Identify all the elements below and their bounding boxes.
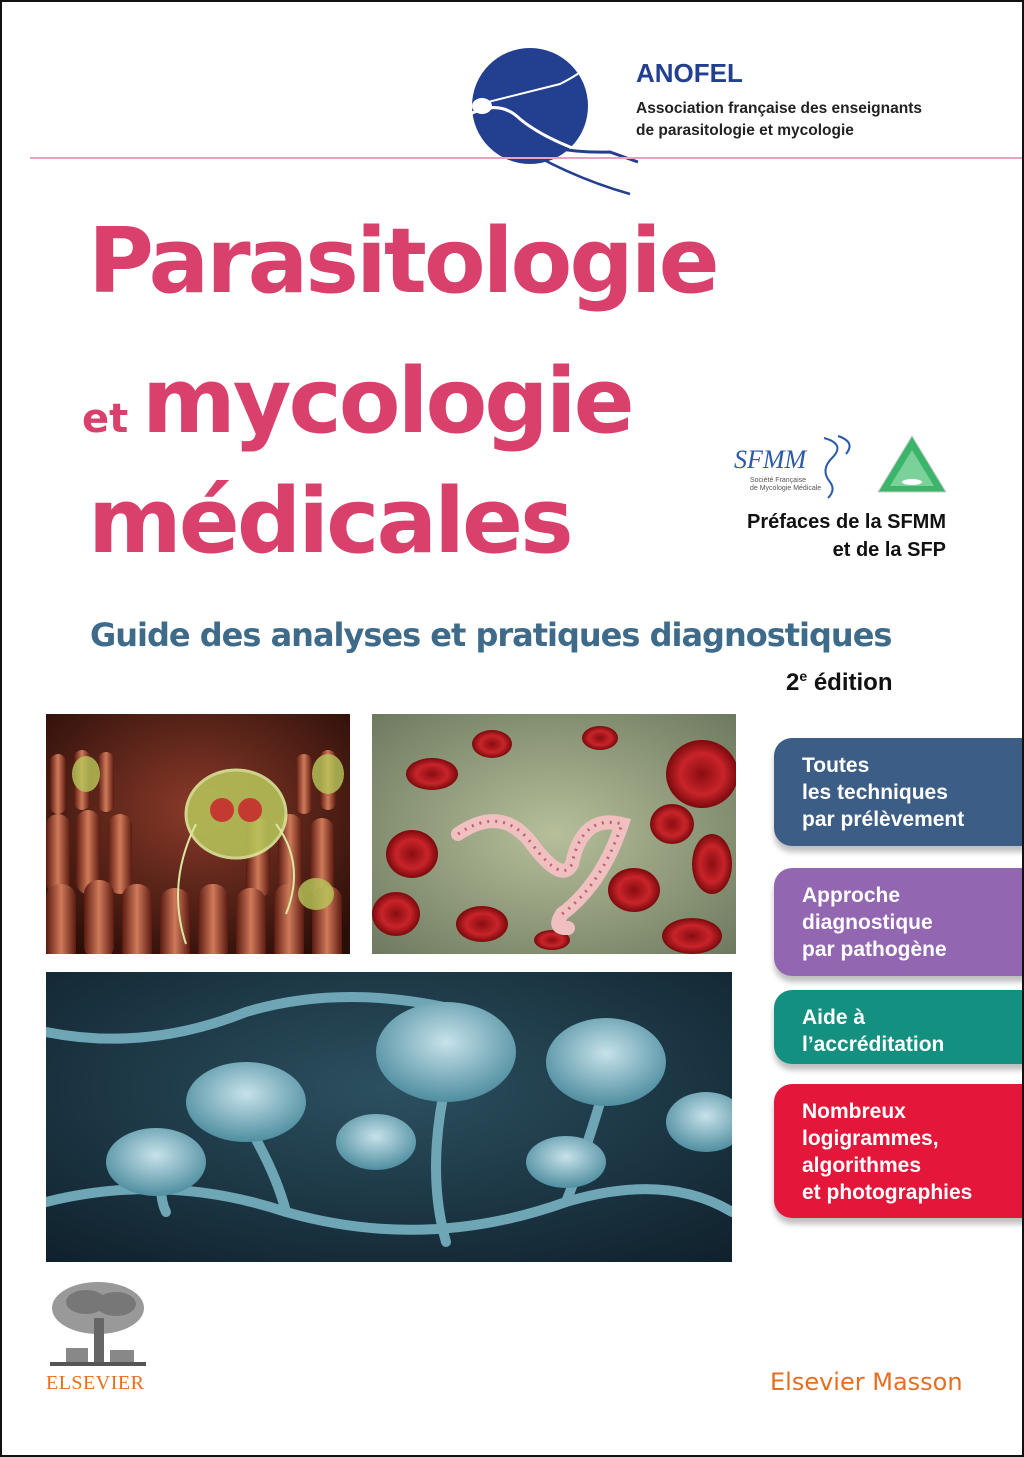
edition-number: 2: [786, 669, 800, 696]
anofel-logo-icon: [460, 44, 640, 196]
edition-label: édition: [807, 669, 893, 696]
tab-line: par pathogène: [802, 938, 947, 961]
sfmm-logo-subtext-1: Société Française: [750, 477, 807, 484]
subtitle: Guide des analyses et pratiques diagnostiques: [90, 616, 892, 654]
tab-line: Nombreux: [802, 1100, 906, 1123]
preface-line2: et de la SFP: [832, 539, 946, 561]
tab-line: diagnostique: [802, 911, 933, 934]
sfmm-logo-subtext-2: de Mycologie Médicale: [750, 485, 822, 492]
title-line2: mycologie: [142, 349, 632, 454]
tab-line: Aide à: [802, 1006, 866, 1029]
tab-line: et photographies: [802, 1181, 973, 1204]
title-line3: médicales: [88, 469, 571, 574]
tab-line: logigrammes,: [802, 1127, 939, 1150]
tab-line: l’accréditation: [802, 1033, 945, 1056]
tab-line: par prélèvement: [802, 808, 965, 831]
edition: [786, 668, 892, 697]
giardia-intestinal-villi-image: [46, 714, 350, 954]
trypanosome-blood-cells-image: [372, 714, 736, 954]
sfp-logo-icon: [874, 432, 950, 498]
title-et: et: [82, 396, 129, 442]
tab-line: algorithmes: [802, 1154, 922, 1177]
elsevier-wordmark: ELSEVIER: [46, 1372, 145, 1394]
anofel-tagline: [636, 98, 956, 142]
feature-tab-logigrammes: [774, 1084, 1024, 1218]
feature-tab-approche: [774, 868, 1024, 976]
sfmm-logo-text: SFMM: [734, 445, 807, 474]
elsevier-tree-logo-icon: [46, 1278, 150, 1370]
publisher-name: Elsevier Masson: [770, 1368, 963, 1396]
feature-tab-accreditation: [774, 990, 1024, 1064]
aspergillus-fungus-image: [46, 972, 732, 1262]
tab-line: les techniques: [802, 781, 948, 804]
feature-tab-techniques: [774, 738, 1024, 846]
prefaces: [662, 508, 946, 564]
header-divider: [30, 157, 1022, 159]
anofel-name: ANOFEL: [636, 58, 743, 88]
sfmm-logo-icon: [720, 430, 860, 500]
anofel-tagline-line1: Association française des enseignants: [636, 100, 922, 117]
edition-sup: e: [799, 668, 808, 684]
tab-line: Approche: [802, 884, 901, 907]
anofel-tagline-line2: de parasitologie et mycologie: [636, 122, 854, 139]
title-line1: Parasitologie: [88, 209, 717, 314]
tab-line: Toutes: [802, 754, 870, 777]
preface-line1: Préfaces de la SFMM: [747, 511, 946, 533]
